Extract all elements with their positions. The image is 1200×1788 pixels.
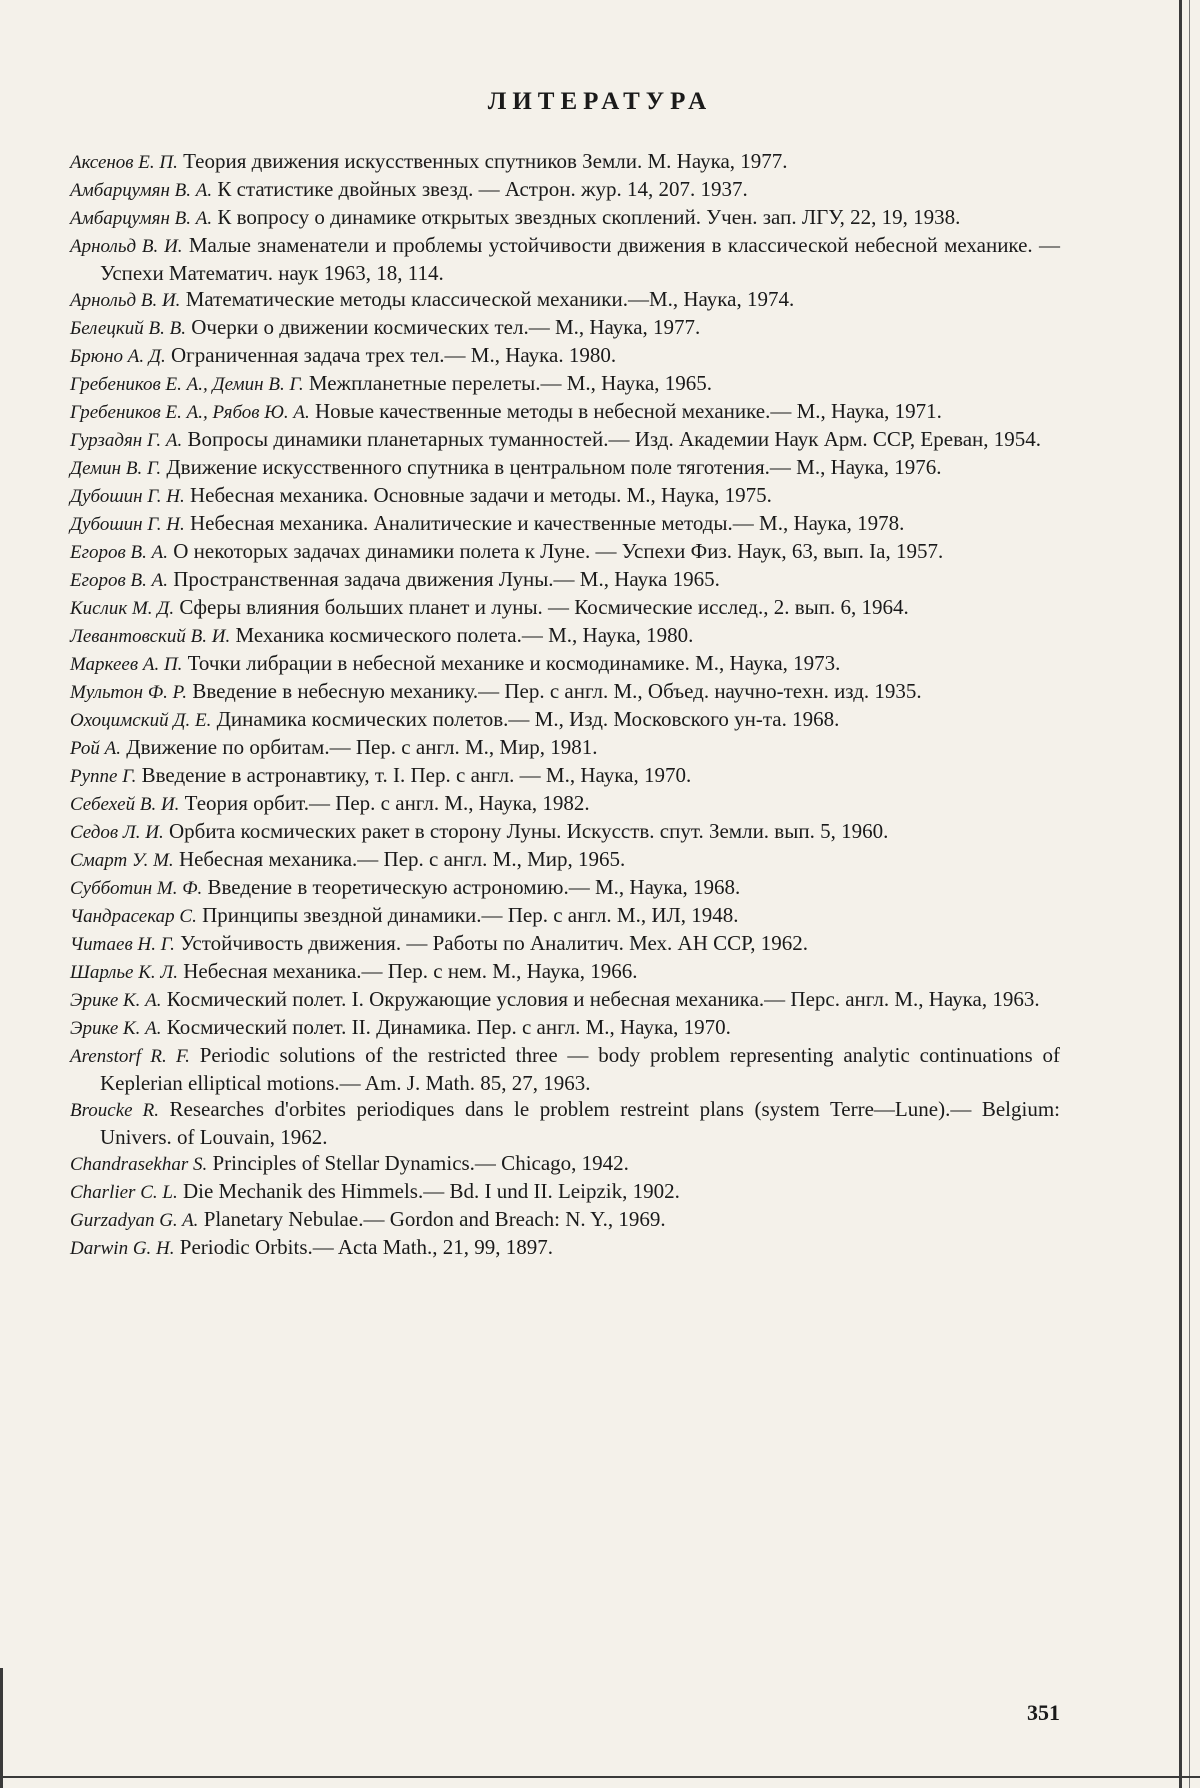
- reference-text: Малые знаменатели и проблемы устойчивости движения в классической небесной механике. — Успехи Математич. наук 1963, 18, 114.: [100, 233, 1060, 285]
- reference-author: Аксенов Е. П.: [70, 152, 178, 173]
- reference-author: Мультон Ф. Р.: [70, 682, 188, 703]
- reference-author: Брюно А. Д.: [70, 346, 166, 367]
- page-edge-line: [1189, 0, 1190, 1788]
- reference-entry: [70, 232, 1060, 286]
- page-edge-left: [0, 1668, 3, 1788]
- reference-entry: [70, 398, 1060, 426]
- reference-author: Субботин М. Ф.: [70, 878, 203, 899]
- reference-author: Арнольд В. И.: [70, 290, 181, 311]
- reference-text: Вопросы динамики планетарных туманностей.— Изд. Академии Наук Арм. ССР, Ереван, 1954.: [187, 427, 1042, 451]
- reference-text: Periodic solutions of the restricted three — body problem representing analytic continuations of Keplerian elliptical motions.— Am. J. Math. 85, 27, 1963.: [100, 1043, 1060, 1095]
- reference-text: Periodic Orbits.— Acta Math., 21, 99, 1897.: [179, 1235, 554, 1259]
- reference-author: Charlier C. L.: [70, 1182, 178, 1203]
- reference-entry: [70, 874, 1060, 902]
- reference-author: Эрике К. А.: [70, 990, 162, 1011]
- reference-entry: [70, 650, 1060, 678]
- reference-text: Небесная механика.— Пер. с англ. М., Мир, 1965.: [178, 847, 626, 871]
- reference-text: Die Mechanik des Himmels.— Bd. I und II. Leipzik, 1902.: [182, 1179, 680, 1203]
- reference-author: Левантовский В. И.: [70, 626, 231, 647]
- reference-text: Введение в астронавтику, т. I. Пер. с англ. — М., Наука, 1970.: [141, 763, 692, 787]
- reference-text: Математические методы классической механики.—М., Наука, 1974.: [185, 287, 795, 311]
- reference-entry: [70, 958, 1060, 986]
- reference-entry: [70, 1014, 1060, 1042]
- reference-author: Эрике К. А.: [70, 1018, 162, 1039]
- reference-text: Planetary Nebulae.— Gordon and Breach: N. Y., 1969.: [203, 1207, 666, 1231]
- reference-entry: [70, 510, 1060, 538]
- reference-list: [70, 148, 1060, 1262]
- reference-entry: [70, 1150, 1060, 1178]
- reference-text: Principles of Stellar Dynamics.— Chicago, 1942.: [212, 1151, 629, 1175]
- reference-entry: [70, 930, 1060, 958]
- reference-author: Демин В. Г.: [70, 458, 162, 479]
- reference-entry: [70, 1206, 1060, 1234]
- reference-author: Читаев Н. Г.: [70, 934, 175, 955]
- reference-text: Межпланетные перелеты.— М., Наука, 1965.: [308, 371, 713, 395]
- reference-author: Смарт У. М.: [70, 850, 174, 871]
- page-heading: ЛИТЕРАТУРА: [487, 88, 713, 115]
- reference-text: Движение искусственного спутника в центральном поле тяготения.— М., Наука, 1976.: [166, 455, 942, 479]
- reference-entry: [70, 1178, 1060, 1206]
- reference-author: Себехей В. И.: [70, 794, 180, 815]
- reference-text: Теория орбит.— Пер. с англ. М., Наука, 1982.: [184, 791, 590, 815]
- reference-text: Динамика космических полетов.— М., Изд. Московского ун-та. 1968.: [216, 707, 840, 731]
- reference-text: Космический полет. II. Динамика. Пер. с англ. М., Наука, 1970.: [166, 1015, 731, 1039]
- reference-entry: [70, 426, 1060, 454]
- reference-author: Арнольд В. И.: [70, 236, 183, 257]
- reference-text: Небесная механика.— Пер. с нем. М., Наука, 1966.: [183, 959, 638, 983]
- reference-text: Введение в теоретическую астрономию.— М., Наука, 1968.: [207, 875, 741, 899]
- reference-author: Руппе Г.: [70, 766, 137, 787]
- reference-author: Гребеников Е. А., Рябов Ю. А.: [70, 402, 310, 423]
- reference-entry: [70, 734, 1060, 762]
- reference-author: Белецкий В. В.: [70, 318, 186, 339]
- reference-text: Движение по орбитам.— Пер. с англ. М., Мир, 1981.: [126, 735, 598, 759]
- reference-author: Darwin G. H.: [70, 1238, 175, 1259]
- reference-entry: [70, 818, 1060, 846]
- reference-entry: [70, 678, 1060, 706]
- reference-entry: [70, 986, 1060, 1014]
- reference-author: Arenstorf R. F.: [70, 1046, 190, 1067]
- reference-entry: [70, 286, 1060, 314]
- reference-entry: [70, 342, 1060, 370]
- reference-text: Устойчивость движения. — Работы по Аналитич. Мех. АН ССР, 1962.: [180, 931, 808, 955]
- page-number: 351: [1027, 1700, 1060, 1725]
- reference-text: К вопросу о динамике открытых звездных скоплений. Учен. зап. ЛГУ, 22, 19, 1938.: [217, 205, 961, 229]
- reference-author: Егоров В. А.: [70, 570, 168, 591]
- reference-entry: [70, 482, 1060, 510]
- reference-text: Ограниченная задача трех тел.— М., Наука. 1980.: [170, 343, 617, 367]
- reference-entry: [70, 454, 1060, 482]
- reference-author: Седов Л. И.: [70, 822, 164, 843]
- reference-author: Маркеев А. П.: [70, 654, 183, 675]
- reference-author: Охоцимский Д. Е.: [70, 710, 212, 731]
- reference-entry: [70, 622, 1060, 650]
- reference-author: Гребеников Е. А., Демин В. Г.: [70, 374, 304, 395]
- reference-author: Гурзадян Г. А.: [70, 430, 183, 451]
- reference-author: Амбарцумян В. А.: [70, 208, 213, 229]
- reference-author: Chandrasekhar S.: [70, 1154, 208, 1175]
- reference-text: Очерки о движении космических тел.— М., Наука, 1977.: [191, 315, 701, 339]
- reference-text: Космический полет. I. Окружающие условия и небесная механика.— Перс. англ. М., Наука, 1963.: [166, 987, 1040, 1011]
- reference-text: Орбита космических ракет в сторону Луны. Искусств. спут. Земли. вып. 5, 1960.: [168, 819, 889, 843]
- reference-text: Пространственная задача движения Луны.— М., Наука 1965.: [173, 567, 720, 591]
- reference-text: Небесная механика. Основные задачи и методы. М., Наука, 1975.: [189, 483, 772, 507]
- reference-author: Егоров В. А.: [70, 542, 168, 563]
- reference-entry: [70, 148, 1060, 176]
- reference-text: Новые качественные методы в небесной механике.— М., Наука, 1971.: [315, 399, 942, 423]
- reference-entry: [70, 1234, 1060, 1262]
- reference-entry: [70, 706, 1060, 734]
- page-edge-shadow: [1179, 0, 1182, 1788]
- reference-text: Теория движения искусственных спутников Земли. М. Наука, 1977.: [183, 149, 788, 173]
- reference-author: Дубошин Г. Н.: [70, 486, 185, 507]
- page-edge-bottom: [0, 1776, 1200, 1778]
- reference-text: Точки либрации в небесной механике и космодинамике. М., Наука, 1973.: [187, 651, 841, 675]
- reference-entry: [70, 790, 1060, 818]
- reference-author: Дубошин Г. Н.: [70, 514, 185, 535]
- reference-text: Сферы влияния больших планет и луны. — Космические исслед., 2. вып. 6, 1964.: [179, 595, 909, 619]
- reference-entry: [70, 538, 1060, 566]
- reference-author: Чандрасекар С.: [70, 906, 197, 927]
- reference-author: Рой А.: [70, 738, 122, 759]
- reference-text: Researches d'orbites periodiques dans le problem restreint plans (system Terre—Lune).— Belgium: Univers. of Louvain, 1962.: [100, 1097, 1061, 1149]
- reference-text: Небесная механика. Аналитические и качественные методы.— М., Наука, 1978.: [189, 511, 905, 535]
- reference-entry: [70, 594, 1060, 622]
- reference-author: Gurzadyan G. A.: [70, 1210, 199, 1231]
- reference-entry: [70, 204, 1060, 232]
- reference-author: Шарлье К. Л.: [70, 962, 178, 983]
- reference-entry: [70, 370, 1060, 398]
- reference-author: Broucke R.: [70, 1100, 159, 1121]
- reference-entry: [70, 902, 1060, 930]
- reference-text: К статистике двойных звезд. — Астрон. жур. 14, 207. 1937.: [217, 177, 748, 201]
- reference-entry: [70, 762, 1060, 790]
- reference-text: Принципы звездной динамики.— Пер. с англ. М., ИЛ, 1948.: [202, 903, 739, 927]
- reference-entry: [70, 566, 1060, 594]
- reference-text: Механика космического полета.— М., Наука, 1980.: [235, 623, 694, 647]
- reference-text: О некоторых задачах динамики полета к Луне. — Успехи Физ. Наук, 63, вып. Iа, 1957.: [173, 539, 944, 563]
- reference-entry: [70, 1042, 1060, 1096]
- reference-author: Кислик М. Д.: [70, 598, 175, 619]
- reference-entry: [70, 846, 1060, 874]
- reference-entry: [70, 1096, 1060, 1150]
- reference-author: Амбарцумян В. А.: [70, 180, 213, 201]
- reference-entry: [70, 314, 1060, 342]
- reference-text: Введение в небесную механику.— Пер. с англ. М., Объед. научно-техн. изд. 1935.: [192, 679, 922, 703]
- reference-entry: [70, 176, 1060, 204]
